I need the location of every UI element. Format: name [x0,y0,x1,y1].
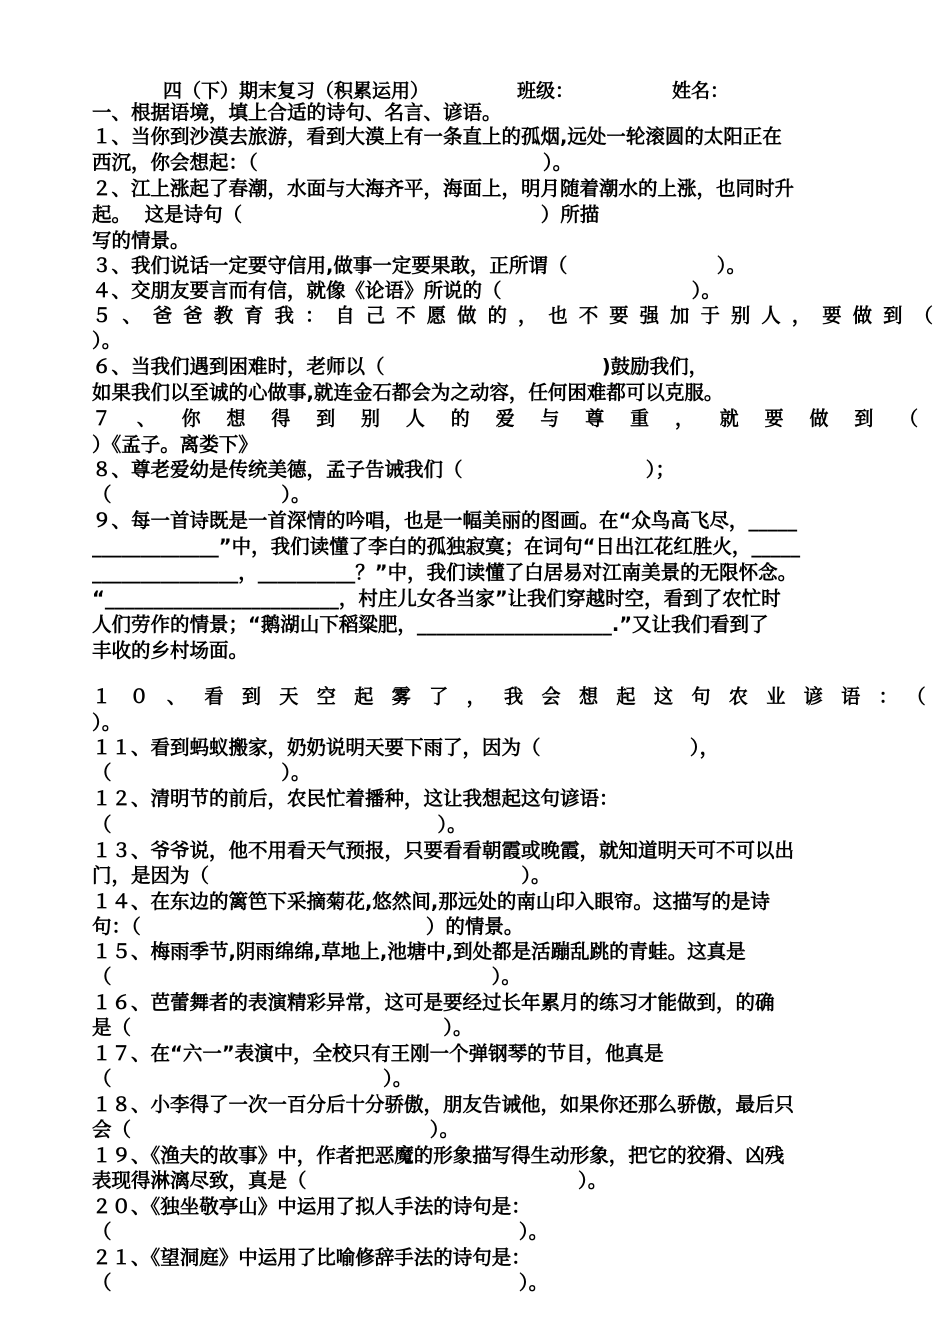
worksheet-line: ２１、《望洞庭》中运用了比喻修辞手法的诗句是： [92,1246,531,1269]
worksheet-line: ６、当我们遇到困难时，老师以（ )鼓励我们， [92,355,709,378]
worksheet-line: （ ）。 [92,1271,549,1294]
worksheet-line: １８、小李得了一次一百分后十分骄傲，朋友告诫他，如果你还那么骄傲，最后只 [92,1093,795,1116]
worksheet-line: 会（ ）。 [92,1118,459,1141]
worksheet-line: （ ）。 [92,761,311,784]
worksheet-line: 是（ ）。 [92,1016,473,1039]
worksheet-line: １１、看到蚂蚁搬家，奶奶说明天要下雨了，因为（ ）， [92,736,720,759]
worksheet-line: ）《孟子。离娄下》 [92,433,258,456]
worksheet-line: 写的情景。 [92,229,190,252]
worksheet-line: ４、交朋友要言而有信，就像《论语》所说的（ ）。 [92,279,721,302]
worksheet-line: ）。 [92,711,122,734]
worksheet-line: ７、你想得到别人的爱与尊重，就要做到（ [92,407,944,430]
worksheet-line: １５、梅雨季节,阴雨绵绵,草地上,池塘中,到处都是活蹦乱跳的青蛙。这真是 [92,940,746,963]
worksheet-line: １、当你到沙漠去旅游，看到大漠上有一条直上的孤烟,远处一轮滚圆的太阳正在 [92,125,782,148]
worksheet-line: （ ）。 [92,813,467,836]
worksheet-line: “________________________，村庄儿女各当家”让我们穿越时空，看到了农忙时 [92,587,781,610]
worksheet-line: １７、在“六一”表演中，全校只有王刚一个弹钢琴的节目，他真是 [92,1042,664,1065]
worksheet-line: ８、尊老爱幼是传统美德，孟子告诫我们（ ）； [92,458,676,481]
worksheet-line: 表现得淋漓尽致，真是（ ）。 [92,1169,608,1192]
worksheet-line: （ ）。 [92,1220,549,1243]
worksheet-line: （ ）。 [92,965,521,988]
worksheet-line: １２、清明节的前后，农民忙着播种，这让我想起这句谚语： [92,787,619,810]
worksheet-line: 起。 这是诗句（ ）所描 [92,203,600,226]
worksheet-line: ）。 [92,329,122,352]
worksheet-line: _____________”中，我们读懂了李白的孤独寂寞；在词句“日出江花红胜火，_____ [92,535,801,558]
worksheet-line: １４、在东边的篱笆下采摘菊花,悠然间,那远处的南山印入眼帘。这描写的是诗 [92,890,770,913]
section-heading: 一、根据语境，填上合适的诗句、名言、谚语。 [92,101,502,124]
worksheet-line: （ ）。 [92,1067,413,1090]
worksheet-line: 门，是因为（ ）。 [92,864,551,887]
worksheet-line: １０、看到天空起雾了，我会想起这句农业谚语：（ [92,685,944,708]
worksheet-line: ９、每一首诗既是一首深情的吟唱，也是一幅美丽的图画。在“众鸟高飞尽，_____ [92,509,798,532]
name-label: 姓名： [672,80,730,102]
worksheet-line: １３、爷爷说，他不用看天气预报，只要看看朝霞或晚霞，就知道明天可不可以出 [92,839,795,862]
worksheet-line: １６、芭蕾舞者的表演精彩异常，这可是要经过长年累月的练习才能做到，的确 [92,991,775,1014]
worksheet-line: ２０、《独坐敬亭山》中运用了拟人手法的诗句是： [92,1195,531,1218]
worksheet-line: 人们劳作的情景；“鹅湖山下稻粱肥，____________________.”又让我们看到了 [92,613,769,636]
worksheet-line: _______________，__________？”中，我们读懂了白居易对江南美景的无限怀念。 [92,561,798,584]
class-label: 班级： [517,80,575,102]
worksheet-line: 西沉，你会想起：（ ）。 [92,151,573,174]
worksheet-line: （ ）。 [92,483,311,506]
worksheet-line: 句：（ ）的情景。 [92,915,524,938]
worksheet-line: １９、《渔夫的故事》中，作者把恶魔的形象描写得生动形象，把它的狡猾、凶残 [92,1144,785,1167]
worksheet-line: 如果我们以至诚的心做事,就连金石都会为之动容，任何困难都可以克服。 [92,381,724,404]
worksheet-line: 丰收的乡村场面。 [92,639,249,662]
worksheet-line: ５、爸爸教育我：自己不愿做的，也不要强加于别人，要做到（ [92,304,944,327]
worksheet-line: ２、江上涨起了春潮，水面与大海齐平，海面上，明月随着潮水的上涨，也同时升 [92,177,795,200]
worksheet-title: 四（下）期末复习（积累运用） [163,80,430,102]
worksheet-line: ３、我们说话一定要守信用,做事一定要果敢，正所谓（ ）。 [92,254,747,277]
